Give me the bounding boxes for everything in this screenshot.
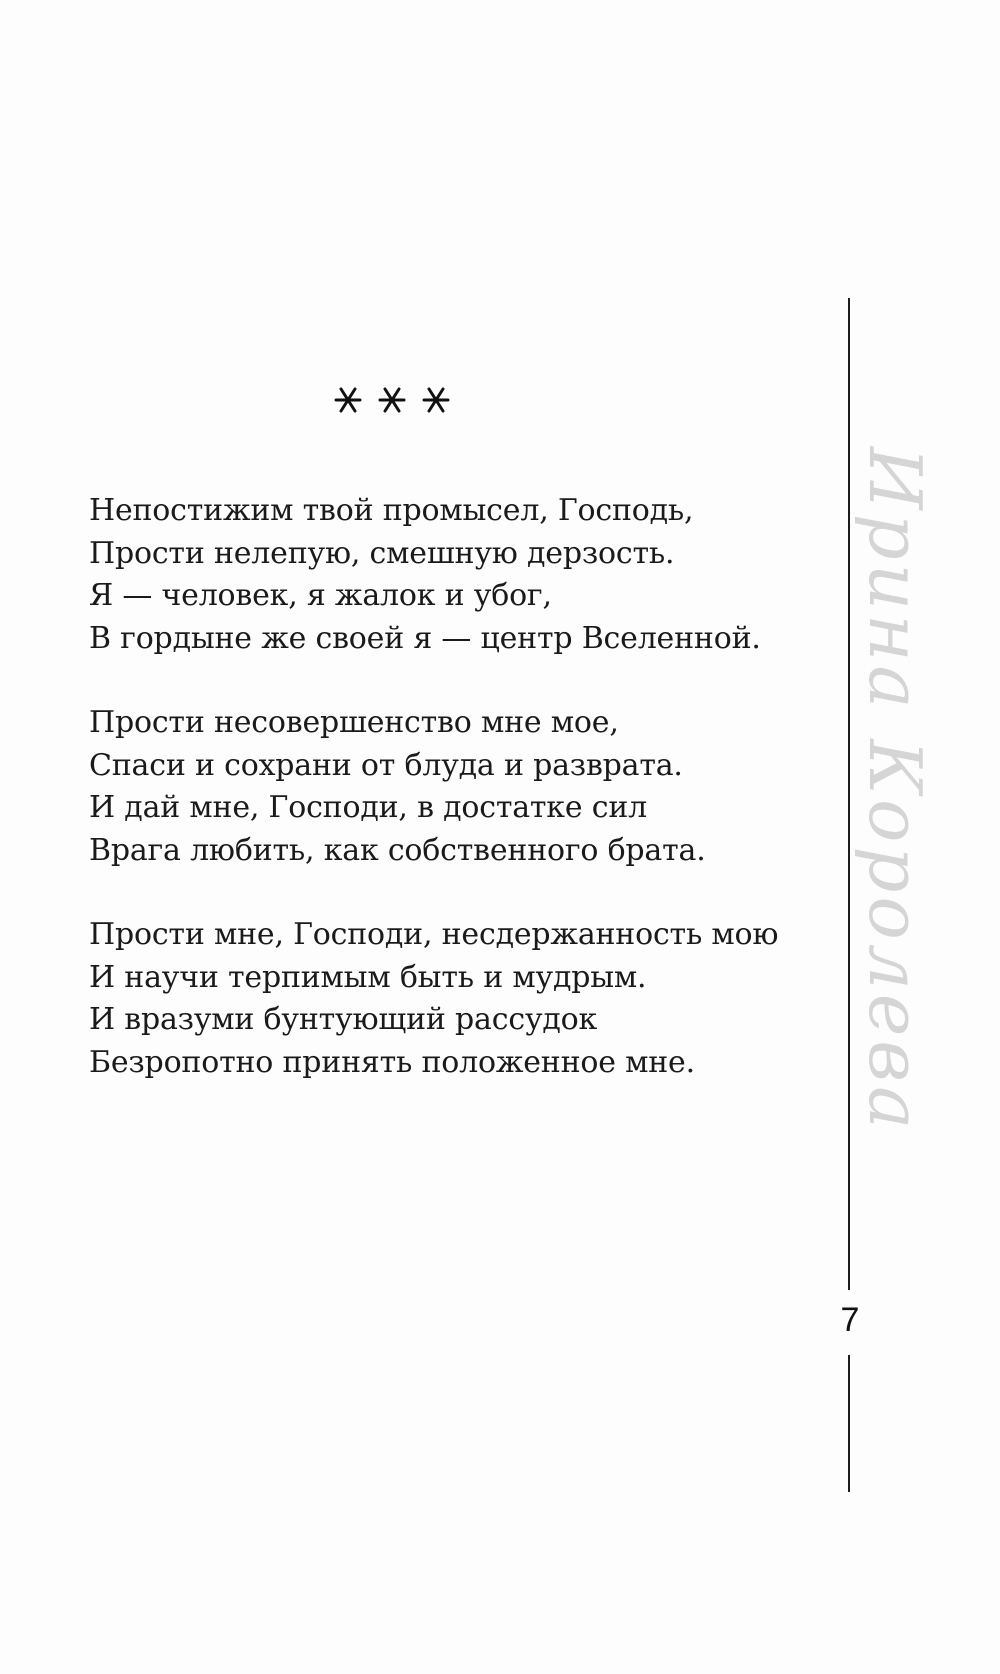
poem-line: Безропотно принять положенное мне. bbox=[89, 1044, 695, 1080]
poem-line: Прости мне, Господи, несдержанность мою bbox=[89, 917, 779, 952]
poem-line: И вразуми бунтующий рассудок bbox=[89, 1002, 598, 1037]
poem bbox=[89, 490, 789, 1126]
stanza bbox=[89, 490, 789, 660]
poem-line: И научи терпимым быть и мудрым. bbox=[89, 959, 647, 995]
poem-line: Я — человек, я жалок и убог, bbox=[89, 578, 552, 613]
margin-rule-top bbox=[848, 298, 850, 1290]
poem-line: Врага любить, как собственного брата. bbox=[89, 832, 706, 868]
poem-line: И дай мне, Господи, в достатке сил bbox=[89, 790, 647, 825]
page-number: 7 bbox=[840, 1301, 860, 1339]
author-name: Ирина Королева bbox=[853, 446, 937, 1134]
poem-line: Прости несовершенство мне мое, bbox=[89, 705, 619, 740]
stanza bbox=[89, 914, 789, 1084]
stanza bbox=[89, 702, 789, 872]
asterisk-icon bbox=[330, 380, 480, 420]
poem-line: Прости нелепую, смешную дерзость. bbox=[89, 535, 675, 571]
poem-line: Непостижим твой промысел, Господь, bbox=[89, 493, 694, 528]
poem-line: Спаси и сохрани от блуда и разврата. bbox=[89, 747, 683, 783]
spine-author-name bbox=[810, 446, 980, 1134]
margin-rule-bottom bbox=[848, 1355, 850, 1492]
section-ornament bbox=[330, 380, 480, 420]
poem-line: В гордыне же своей я — центр Вселенной. bbox=[89, 620, 761, 656]
